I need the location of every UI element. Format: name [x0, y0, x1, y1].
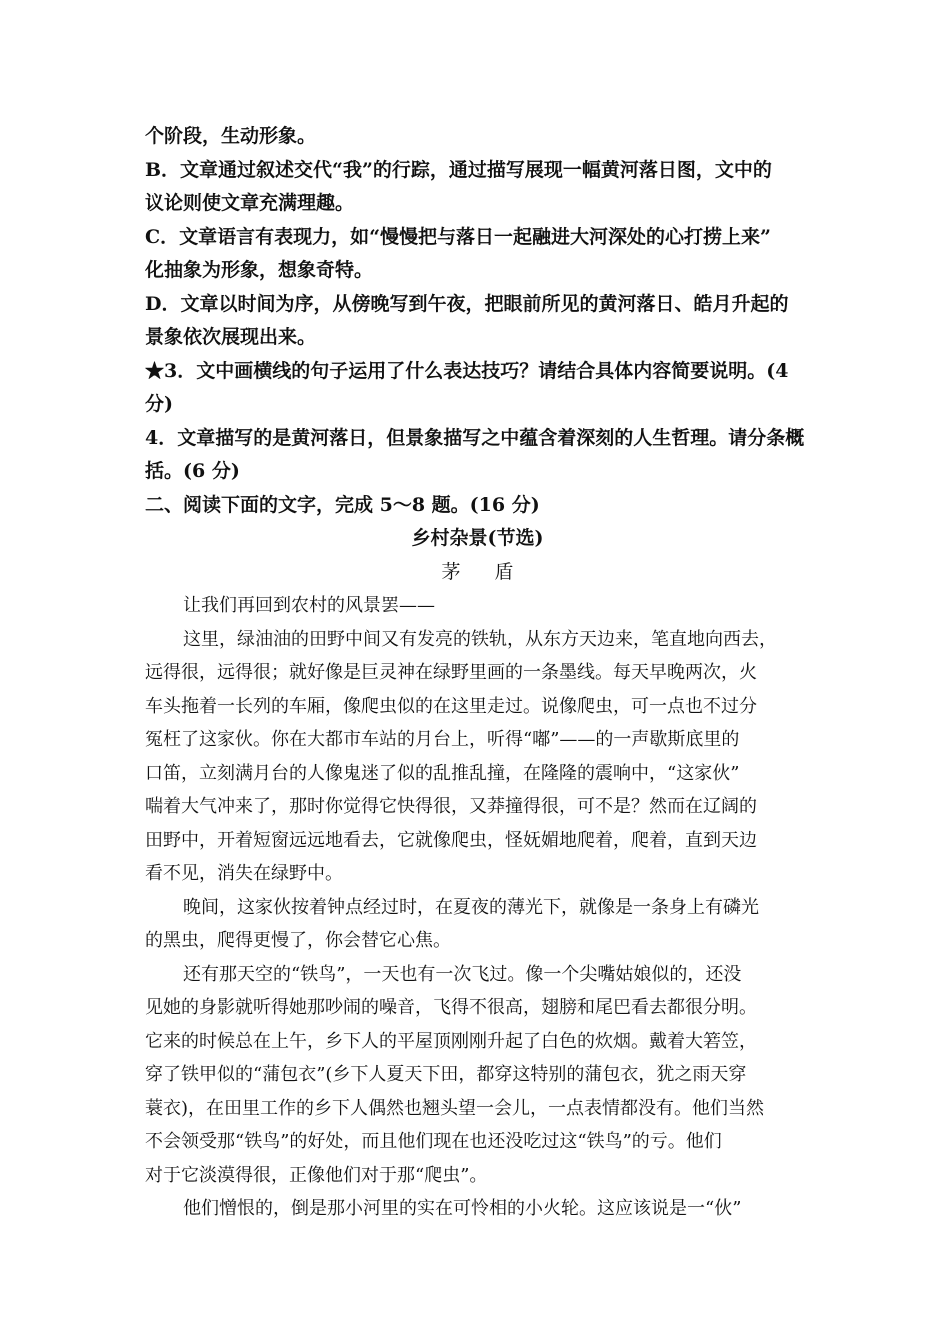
article-paragraph-line: 让我们再回到农村的风景罢—— [183, 595, 435, 616]
article-title: 乡村杂景(节选) [411, 527, 544, 549]
article-author: 茅 盾 [441, 560, 528, 583]
option-b-line-continued: 议论则使文章充满理趣。 [145, 192, 355, 214]
article-section [145, 522, 810, 1226]
article-paragraph-line: 蓑衣)，在田里工作的乡下人偶然也翘头望一会儿，一点表情都没有。他们当然 [145, 1097, 765, 1119]
article-paragraph-line: 对于它淡漠得很，正像他们对于那“爬虫”。 [145, 1164, 488, 1186]
article-paragraph-line: 它来的时候总在上午，乡下人的平屋顶刚刚升起了白色的炊烟。戴着大箬笠， [145, 1030, 757, 1052]
article-paragraph-line: 的黑虫，爬得更慢了，你会替它心焦。 [145, 930, 451, 951]
section-two-heading: 二、阅读下面的文字，完成 5～8 题。(16 分) [145, 493, 540, 516]
article-paragraph-line: 不会领受那“铁鸟”的好处，而且他们现在也还没吃过这“铁鸟”的亏。他们 [145, 1131, 722, 1152]
article-paragraph-line: 还有那天空的“铁鸟”，一天也有一次飞过。像一个尖嘴姑娘似的，还没 [183, 963, 742, 985]
article-paragraph-line: 车头拖着一长列的车厢，像爬虫似的在这里走过。说像爬虫，可一点也不过分 [145, 695, 757, 717]
question-4-line-continued: 括。(6 分) [145, 460, 240, 482]
article-paragraph-line: 穿了铁甲似的“蒲包衣”(乡下人夏天下田，都穿这特别的蒲包衣，犹之雨天穿 [145, 1064, 747, 1085]
article-paragraph-line: 田野中，开着短窗远远地看去，它就像爬虫，怪妩媚地爬着，爬着，直到天边 [145, 829, 757, 851]
article-paragraph-line: 他们憎恨的，倒是那小河里的实在可怜相的小火轮。这应该说是一“伙” [183, 1198, 742, 1219]
question-4-line: 4．文章描写的是黄河落日，但景象描写之中蕴含着深刻的人生哲理。请分条概 [145, 426, 805, 449]
question-line: 个阶段，生动形象。 [145, 125, 317, 147]
article-paragraph-line: 晚间，这家伙按着钟点经过时，在夏夜的薄光下，就像是一条身上有磷光 [183, 896, 759, 918]
article-paragraph-line: 这里，绿油油的田野中间又有发亮的铁轨，从东方天边来，笔直地向西去， [183, 628, 777, 650]
question-3-line-continued: 分) [145, 393, 173, 415]
option-d-line: D．文章以时间为序，从傍晚写到午夜，把眼前所见的黄河落日、皓月升起的 [145, 292, 789, 315]
article-paragraph-line: 喘着大气冲来了，那时你觉得它快得很，又莽撞得很，可不是？然而在辽阔的 [145, 796, 757, 817]
page-content [145, 120, 810, 1226]
option-d-line-continued: 景象依次展现出来。 [145, 326, 317, 348]
question-section [145, 120, 810, 522]
option-c-line-continued: 化抽象为形象，想象奇特。 [145, 259, 374, 281]
article-paragraph-line: 远得很，远得很；就好像是巨灵神在绿野里画的一条墨线。每天早晚两次，火 [145, 662, 757, 683]
article-paragraph-line: 冤枉了这家伙。你在大都市车站的月台上，听得“嘟”——的一声歇斯底里的 [145, 729, 740, 750]
question-3-line: ★3．文中画横线的句子运用了什么表达技巧？请结合具体内容简要说明。(4 [145, 359, 789, 382]
article-paragraph-line: 看不见，消失在绿野中。 [145, 863, 343, 884]
article-paragraph-line: 口笛，立刻满月台的人像鬼迷了似的乱推乱撞，在隆隆的震响中，“这家伙” [145, 762, 740, 784]
article-paragraph-line: 见她的身影就听得她那吵闹的噪音，飞得不很高，翅膀和尾巴看去都很分明。 [145, 997, 757, 1018]
option-b-line: B．文章通过叙述交代“我”的行踪，通过描写展现一幅黄河落日图，文中的 [145, 158, 772, 181]
option-c-line: C．文章语言有表现力，如“慢慢把与落日一起融进大河深处的心打捞上来” [145, 225, 771, 248]
